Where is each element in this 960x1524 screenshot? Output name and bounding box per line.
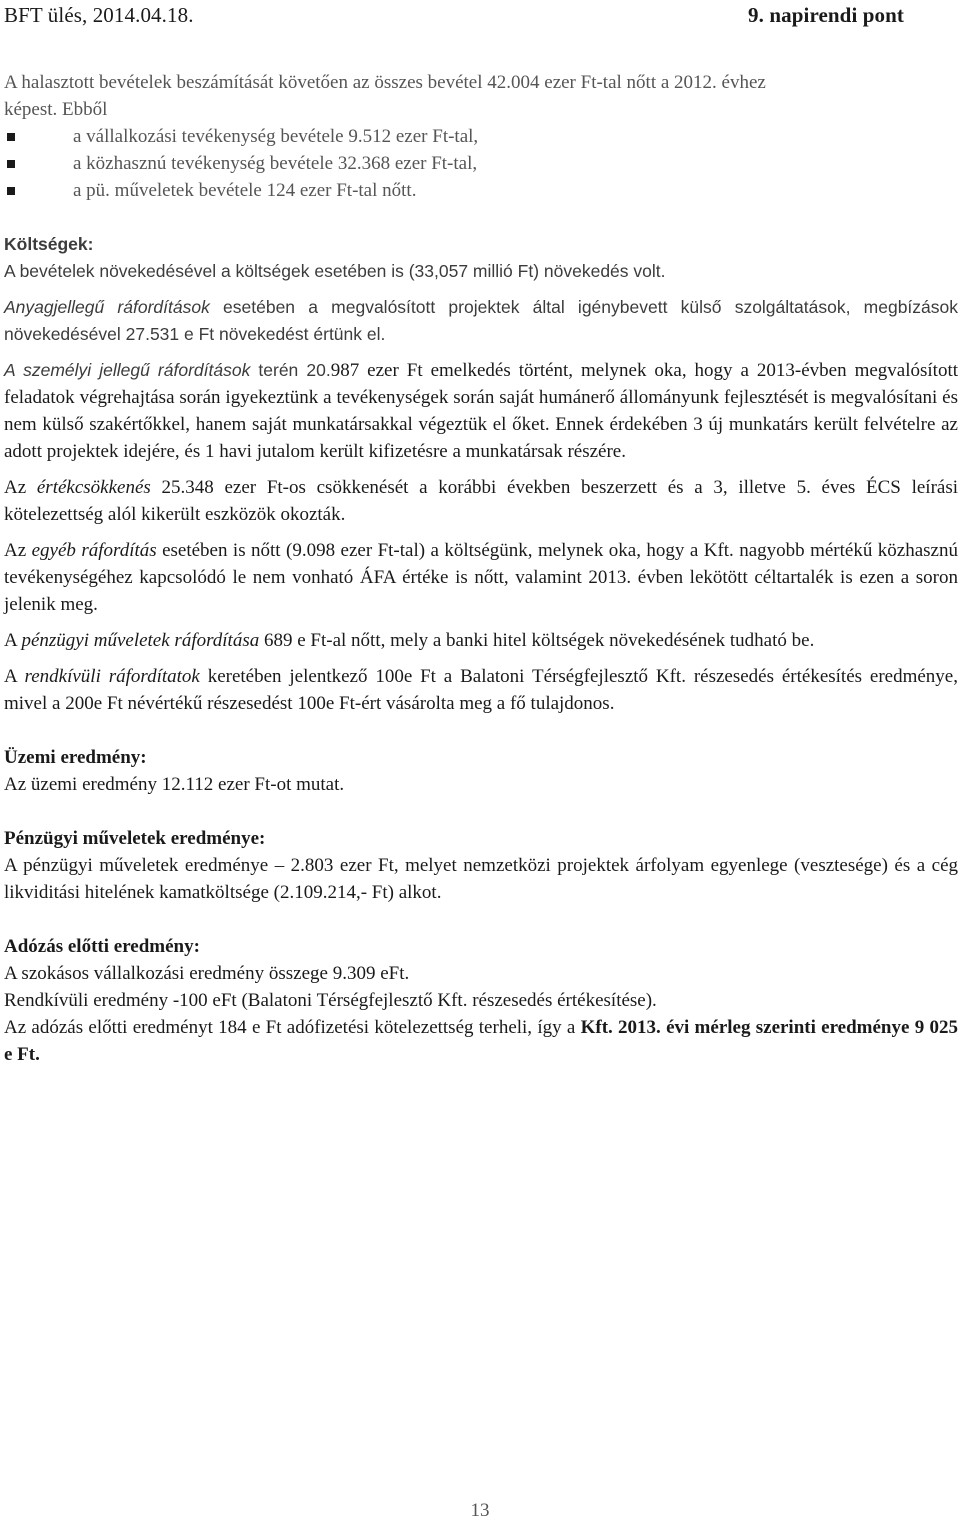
financial-result-section	[4, 825, 958, 906]
pretax-result-section	[4, 933, 958, 1068]
operating-result-heading: Üzemi eredmény:	[4, 747, 147, 768]
costs-intro: A bevételek növekedésével a költségek esetében is (33,057 millió Ft) növekedés volt.	[4, 261, 666, 281]
extraordinary-expenses-paragraph: A rendkívüli ráfordítatok keretében jelentkező 100e Ft a Balatoni Térségfejlesztő Kft. részesedés értékesítés eredménye, mivel a 200e Ft névértékű részesedést 100e Ft-ért vásárolta meg a fő tulajdonos.	[4, 666, 958, 714]
depreciation-paragraph: Az értékcsökkenés 25.348 ezer Ft-os csökkenését a korábbi években beszerzett és a 3, illetve 5. éves ÉCS leírási kötelezettség alól kikerült eszközök okozták.	[4, 477, 958, 525]
costs-heading: Költségek:	[4, 234, 94, 254]
balance-sheet-result: Kft. 2013. évi mérleg szerinti eredménye 9 025 e Ft.	[4, 1017, 958, 1065]
document-body	[4, 69, 958, 1068]
operating-result-text: Az üzemi eredmény 12.112 ezer Ft-ot mutat.	[4, 774, 345, 795]
operating-result-section	[4, 744, 958, 798]
personnel-costs-paragraph: A személyi jellegű ráfordítások terén 20.987 ezer Ft emelkedés történt, melynek oka, hogy a 2013-évben megvalósított feladatok végrehajtása során igyekeztünk a tevékenységek során saját humánerő állományunk fejlesztését is megvalósítani és nem külső szakértőkkel, hanem saját munkatársakkal végeztük el őket. Ennek érdekében 3 új munkatárs került felvételre az adott projektek idejére, és 1 havi jutalom került kifizetésre a munkatársak részére.	[4, 360, 958, 462]
material-costs-term: Anyagjellegű ráfordítások	[4, 297, 210, 317]
other-expenses-term: egyéb ráfordítás	[31, 540, 157, 561]
pretax-result-heading: Adózás előtti eredmény:	[4, 936, 200, 957]
list-item: a vállalkozási tevékenység bevétele 9.512 ezer Ft-tal,	[4, 123, 958, 150]
personnel-costs-term: A személyi jellegű ráfordítások	[4, 360, 251, 380]
depreciation-term: értékcsökkenés	[36, 477, 151, 498]
meeting-date: BFT ülés, 2014.04.18.	[4, 2, 194, 27]
agenda-item: 9. napirendi pont	[748, 2, 904, 27]
revenue-breakdown-list	[4, 123, 958, 204]
revenue-text-line1: A halasztott bevételek beszámítását követően az összes bevétel 42.004 ezer Ft-tal nőtt a 2012. évhez	[4, 72, 766, 93]
page-number: 13	[470, 1500, 490, 1521]
page-header	[4, 0, 904, 30]
pretax-line-extraordinary: Rendkívüli eredmény -100 eFt (Balatoni Térségfejlesztő Kft. részesedés értékesítése).	[4, 990, 657, 1011]
financial-expenses-term: pénzügyi műveletek ráfordítása	[21, 630, 260, 651]
material-costs-paragraph: Anyagjellegű ráfordítások esetében a megvalósított projektek által igénybevett külső szolgáltatások, megbízások növekedésével 27.531 e Ft növekedést értünk el.	[4, 297, 958, 344]
revenue-text-line2: képest. Ebből	[4, 99, 108, 120]
financial-result-text: A pénzügyi műveletek eredménye – 2.803 ezer Ft, melyet nemzetközi projektek árfolyam egyenlege (vesztesége) és a cég likviditási hitelének kamatköltsége (2.109.214,- Ft) alkot.	[4, 855, 958, 903]
revenue-paragraph	[4, 69, 958, 204]
extraordinary-expenses-term: rendkívüli ráfordítatok	[24, 666, 200, 687]
financial-result-heading: Pénzügyi műveletek eredménye:	[4, 828, 266, 849]
other-expenses-paragraph: Az egyéb ráfordítás esetében is nőtt (9.098 ezer Ft-tal) a költségünk, melynek oka, hogy a Kft. nagyobb mértékű közhasznú tevékenységéhez kapcsolódó le nem vonható ÁFA értéke is nőtt, valamint 2013. évben lekötött céltartalék is ezen a soron jelenik meg.	[4, 540, 958, 615]
pretax-line-final: Az adózás előtti eredményt 184 e Ft adófizetési kötelezettség terheli, így a Kft. 2013. évi mérleg szerinti eredménye 9 025 e Ft.	[4, 1017, 958, 1065]
financial-expenses-paragraph: A pénzügyi műveletek ráfordítása 689 e Ft-al nőtt, mely a banki hitel költségek növekedésének tudható be.	[4, 630, 815, 651]
list-item: a közhasznú tevékenység bevétele 32.368 ezer Ft-tal,	[4, 150, 958, 177]
list-item: a pü. műveletek bevétele 124 ezer Ft-tal nőtt.	[4, 177, 958, 204]
pretax-line-ordinary: A szokásos vállalkozási eredmény összege 9.309 eFt.	[4, 963, 410, 984]
costs-section	[4, 231, 958, 348]
